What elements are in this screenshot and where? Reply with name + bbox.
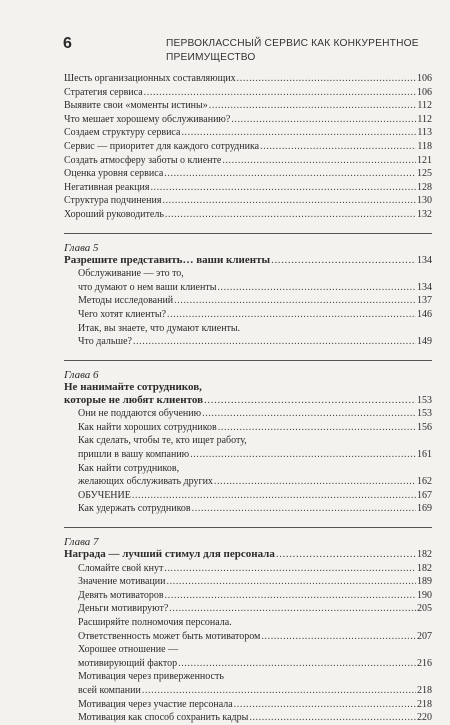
toc-entry-page: 167 xyxy=(417,489,432,501)
toc-entry-page: 118 xyxy=(417,140,432,152)
dot-leader xyxy=(271,254,416,268)
toc-entry-page: 182 xyxy=(417,562,432,574)
toc-entry-page: 128 xyxy=(417,181,432,193)
toc-entry-title: Хорошее отношение — xyxy=(78,644,179,656)
dot-leader xyxy=(174,294,416,308)
toc-entry-page: 218 xyxy=(417,698,432,710)
dot-leader xyxy=(132,489,416,503)
dot-leader xyxy=(165,208,416,222)
toc-entry xyxy=(64,126,432,140)
toc-entry-title: желающих обслуживать других xyxy=(78,476,213,488)
toc-entry xyxy=(64,72,432,86)
toc-entry xyxy=(64,475,432,489)
dot-leader xyxy=(190,448,416,462)
dot-leader xyxy=(144,86,416,100)
toc-entry-title: Итак, вы знаете, что думают клиенты. xyxy=(78,322,241,334)
toc-entry-page: 153 xyxy=(417,408,432,420)
toc-entry-page: 216 xyxy=(417,657,432,669)
toc-entry xyxy=(64,167,432,181)
toc-entry xyxy=(64,698,432,712)
dot-leader xyxy=(209,99,417,113)
toc-entry-page: 134 xyxy=(417,281,432,293)
dot-leader xyxy=(164,562,416,576)
toc-entry-page: 137 xyxy=(417,295,432,307)
toc-entry xyxy=(64,322,432,336)
toc-entry xyxy=(64,335,432,349)
toc-entry-title: Что дальше? xyxy=(78,336,132,348)
toc-entry-page: 169 xyxy=(417,503,432,515)
toc-entry-page: 106 xyxy=(417,86,432,98)
dot-leader xyxy=(164,167,416,181)
toc-entry-title: мотивирующий фактор xyxy=(78,657,178,669)
toc-entry-page: 149 xyxy=(417,336,432,348)
toc-entry-title: Структура подчинения xyxy=(64,195,162,207)
toc-entry-page: 113 xyxy=(417,127,432,139)
toc-entry-title: Стратегия сервиса xyxy=(64,86,143,98)
chapter-divider xyxy=(64,349,432,361)
dot-leader xyxy=(214,475,416,489)
dot-leader xyxy=(234,698,416,712)
running-title: ПЕРВОКЛАССНЫЙ СЕРВИС КАК КОНКУРЕНТНОЕ ПРЕИМУЩЕСТВО xyxy=(166,38,419,63)
toc-entry xyxy=(64,670,432,684)
toc-entry xyxy=(64,462,432,476)
dot-leader xyxy=(167,575,416,589)
toc-entry-page: 220 xyxy=(417,712,432,724)
toc-entry xyxy=(64,421,432,435)
dot-leader xyxy=(276,548,416,562)
toc-entry-page: 106 xyxy=(417,73,432,84)
toc-entry-title: которые не любят клиентов xyxy=(64,393,204,406)
toc-entry-page: 134 xyxy=(417,254,432,266)
page-number: 6 xyxy=(63,35,72,52)
chapter-label: Глава 5 xyxy=(64,241,99,254)
toc-entry-title: Негативная реакция xyxy=(64,181,150,193)
toc-entry-title: Как удержать сотрудников xyxy=(78,503,191,515)
toc-entry xyxy=(64,643,432,657)
toc-entry xyxy=(64,407,432,421)
chapter-title: Не нанимайте сотрудников, xyxy=(64,380,202,393)
toc-entry xyxy=(64,281,432,295)
toc-entry xyxy=(64,294,432,308)
toc-entry-page: 121 xyxy=(417,154,432,166)
toc-entry-title: Оценка уровня сервиса xyxy=(64,168,164,180)
dot-leader xyxy=(181,126,416,140)
chapter-label: Глава 6 xyxy=(64,368,99,381)
dot-leader xyxy=(150,181,416,195)
toc-entry-title: Что мешает хорошему обслуживанию? xyxy=(64,113,231,125)
toc-entry-page: 182 xyxy=(417,549,432,561)
toc-entry xyxy=(64,394,432,408)
toc-entry-title: Расширяйте полномочия персонала. xyxy=(78,617,232,628)
toc-entry xyxy=(64,589,432,603)
toc-entry-page: 146 xyxy=(417,308,432,320)
toc-entry xyxy=(64,194,432,208)
chapter-divider xyxy=(64,222,432,234)
toc-entry-title: Хороший руководитель xyxy=(64,208,164,220)
toc-entry-page: 189 xyxy=(417,576,432,588)
chapter-divider xyxy=(64,516,432,528)
toc-entry-page: 190 xyxy=(417,589,432,601)
toc-entry xyxy=(64,308,432,322)
toc-entry-title: ОБУЧЕНИЕ xyxy=(78,489,131,501)
toc-entry-page: 205 xyxy=(417,603,432,615)
toc-entry xyxy=(64,140,432,154)
toc-entry xyxy=(64,181,432,195)
toc-entry-title: пришли в вашу компанию xyxy=(78,449,190,461)
dot-leader xyxy=(178,657,416,671)
chapter-label: Глава 7 xyxy=(64,536,99,549)
toc-entry xyxy=(64,548,432,562)
toc-entry xyxy=(64,113,432,127)
dot-leader xyxy=(202,407,416,421)
dot-leader xyxy=(204,394,416,408)
toc-entry xyxy=(64,489,432,503)
toc-entry-title: Чего хотят клиенты? xyxy=(78,308,167,320)
dot-leader xyxy=(192,502,416,516)
toc-entry-title: Мотивация через приверженность xyxy=(78,671,224,683)
toc-entry xyxy=(64,684,432,698)
dot-leader xyxy=(218,421,416,435)
toc-entry-title: Создаем структуру сервиса xyxy=(64,127,181,139)
toc-entry-title: Значение мотивации xyxy=(78,576,166,588)
toc-entry-page: 153 xyxy=(417,394,432,406)
dot-leader xyxy=(249,711,416,725)
toc-entry xyxy=(64,99,432,113)
toc-entry xyxy=(64,254,432,268)
toc-entry-page: 112 xyxy=(417,100,432,112)
dot-leader xyxy=(162,194,416,208)
toc-entry-page: 130 xyxy=(417,195,432,207)
toc-entry-page: 156 xyxy=(417,421,432,433)
dot-leader xyxy=(260,140,416,154)
toc-entry xyxy=(64,267,432,281)
toc-entry-title: Как найти хороших сотрудников xyxy=(78,421,217,433)
dot-leader xyxy=(237,72,416,86)
toc-entry-title: Как найти сотрудников, xyxy=(78,462,180,474)
toc-entry xyxy=(64,434,432,448)
dot-leader xyxy=(133,335,416,349)
toc-entry-title: Разрешите представить… ваши клиенты xyxy=(64,253,271,266)
toc-entry-page: 132 xyxy=(417,208,432,220)
dot-leader xyxy=(142,684,416,698)
toc-entry xyxy=(64,630,432,644)
toc-entry-title: всей компании xyxy=(78,684,141,696)
toc-entry xyxy=(64,86,432,100)
toc-entry-title: Обслуживание — это то, xyxy=(78,268,184,280)
dot-leader xyxy=(231,113,416,127)
toc-entry-title: что думают о нем ваши клиенты xyxy=(78,281,217,293)
toc-entry-title: Награда — лучший стимул для персонала xyxy=(64,548,275,561)
toc-entry-page: 207 xyxy=(417,630,432,642)
dot-leader xyxy=(261,630,416,644)
toc-entry-page: 125 xyxy=(417,168,432,180)
dot-leader xyxy=(169,602,416,616)
toc-entry xyxy=(64,502,432,516)
toc-entry xyxy=(64,657,432,671)
toc-entry xyxy=(64,602,432,616)
toc-entry-page: 218 xyxy=(417,684,432,696)
dot-leader xyxy=(167,308,416,322)
toc-entry xyxy=(64,448,432,462)
toc-entry-page: 112 xyxy=(417,113,432,125)
toc-entry-page: 161 xyxy=(417,449,432,461)
toc-entry xyxy=(64,208,432,222)
toc-entry-title: Ответственность может быть мотиватором xyxy=(78,630,261,642)
page-header xyxy=(0,34,450,63)
toc-entry-title: Мотивация через участие персонала xyxy=(78,698,233,710)
toc-entry xyxy=(64,154,432,168)
toc-entry xyxy=(64,575,432,589)
toc-entry-title: Создать атмосферу заботы о клиенте xyxy=(64,154,222,166)
dot-leader xyxy=(217,281,416,295)
toc-entry-title: Девять мотиваторов xyxy=(78,589,164,601)
toc-entry-title: Выявите свои «моменты истины» xyxy=(64,100,208,112)
dot-leader xyxy=(165,589,416,603)
toc-entry-title: Как сделать, чтобы те, кто ищет работу, xyxy=(78,435,247,447)
toc-entry-title: Шесть организационных составляющих xyxy=(64,73,236,84)
table-of-contents xyxy=(64,72,432,725)
toc-entry-title: Они не поддаются обучению xyxy=(78,408,202,420)
toc-entry-title: Сломайте свой кнут xyxy=(78,562,164,574)
toc-entry-title: Сервис — приоритет для каждого сотрудника xyxy=(64,140,260,152)
toc-entry xyxy=(64,711,432,725)
toc-entry xyxy=(64,562,432,576)
toc-entry-title: Деньги мотивируют? xyxy=(78,603,169,615)
toc-entry-page: 162 xyxy=(417,476,432,488)
toc-entry-title: Методы исследований xyxy=(78,295,174,307)
toc-entry-title: Мотивация как способ сохранить кадры xyxy=(78,712,249,724)
toc-entry xyxy=(64,616,432,630)
dot-leader xyxy=(222,154,416,168)
